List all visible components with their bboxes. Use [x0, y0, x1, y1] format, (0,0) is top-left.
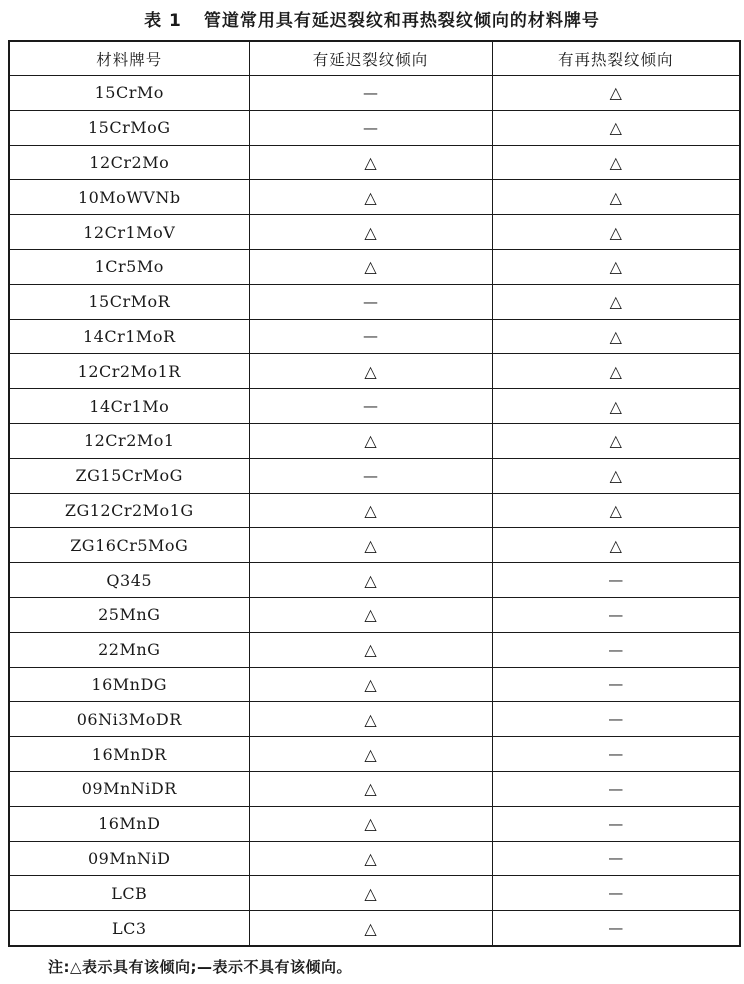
delayed-crack-cell: △ — [249, 771, 492, 806]
delayed-crack-cell: △ — [249, 145, 492, 180]
table-row — [9, 423, 740, 458]
reheat-crack-cell: △ — [492, 319, 740, 354]
material-cell: 1Cr5Mo — [9, 249, 249, 284]
delayed-crack-cell: — — [249, 110, 492, 145]
reheat-crack-cell: △ — [492, 354, 740, 389]
delayed-crack-cell: — — [249, 76, 492, 111]
table-row — [9, 911, 740, 946]
delayed-crack-cell: △ — [249, 737, 492, 772]
material-cell: 22MnG — [9, 632, 249, 667]
table-row — [9, 597, 740, 632]
table-body — [9, 76, 740, 946]
reheat-crack-cell: — — [492, 667, 740, 702]
reheat-crack-cell: — — [492, 702, 740, 737]
reheat-crack-cell: △ — [492, 423, 740, 458]
material-cell: 15CrMo — [9, 76, 249, 111]
table-row — [9, 702, 740, 737]
delayed-crack-cell: △ — [249, 423, 492, 458]
reheat-crack-cell: △ — [492, 249, 740, 284]
reheat-crack-cell: — — [492, 841, 740, 876]
material-cell: Q345 — [9, 563, 249, 598]
reheat-crack-cell: △ — [492, 389, 740, 424]
reheat-crack-cell: △ — [492, 180, 740, 215]
material-cell: 25MnG — [9, 597, 249, 632]
reheat-crack-cell: — — [492, 771, 740, 806]
table-row — [9, 563, 740, 598]
material-cell: 12Cr2Mo1R — [9, 354, 249, 389]
delayed-crack-cell: — — [249, 284, 492, 319]
delayed-crack-cell: △ — [249, 597, 492, 632]
material-cell: 09MnNiDR — [9, 771, 249, 806]
delayed-crack-cell: — — [249, 458, 492, 493]
reheat-crack-cell: △ — [492, 528, 740, 563]
reheat-crack-cell: △ — [492, 215, 740, 250]
material-cell: LC3 — [9, 911, 249, 946]
reheat-crack-cell: △ — [492, 76, 740, 111]
delayed-crack-cell: — — [249, 389, 492, 424]
material-cell: 12Cr2Mo — [9, 145, 249, 180]
table-row — [9, 493, 740, 528]
material-cell: 16MnDG — [9, 667, 249, 702]
delayed-crack-cell: △ — [249, 528, 492, 563]
delayed-crack-cell: △ — [249, 563, 492, 598]
table-row — [9, 145, 740, 180]
table-row — [9, 389, 740, 424]
delayed-crack-cell: △ — [249, 702, 492, 737]
table-title-text: 管道常用具有延迟裂纹和再热裂纹倾向的材料牌号 — [203, 11, 600, 31]
table-row — [9, 76, 740, 111]
table-row — [9, 284, 740, 319]
material-cell: 16MnD — [9, 806, 249, 841]
material-cell: 12Cr2Mo1 — [9, 423, 249, 458]
table-row — [9, 110, 740, 145]
reheat-crack-cell: — — [492, 632, 740, 667]
materials-table — [8, 40, 741, 947]
table-row — [9, 806, 740, 841]
reheat-crack-cell: △ — [492, 145, 740, 180]
material-cell: 10MoWVNb — [9, 180, 249, 215]
material-cell: LCB — [9, 876, 249, 911]
table-row — [9, 249, 740, 284]
table-row — [9, 528, 740, 563]
delayed-crack-cell: △ — [249, 667, 492, 702]
delayed-crack-cell: △ — [249, 215, 492, 250]
table-row — [9, 354, 740, 389]
delayed-crack-cell: △ — [249, 493, 492, 528]
material-cell: 06Ni3MoDR — [9, 702, 249, 737]
delayed-crack-cell: △ — [249, 876, 492, 911]
delayed-crack-cell: △ — [249, 249, 492, 284]
table-row — [9, 667, 740, 702]
table-header-row — [9, 41, 740, 76]
reheat-crack-cell: — — [492, 911, 740, 946]
reheat-crack-cell: △ — [492, 458, 740, 493]
table-row — [9, 876, 740, 911]
table-title — [0, 6, 744, 31]
reheat-crack-cell: △ — [492, 284, 740, 319]
material-cell: ZG16Cr5MoG — [9, 528, 249, 563]
material-cell: 15CrMoG — [9, 110, 249, 145]
table-row — [9, 737, 740, 772]
table-row — [9, 215, 740, 250]
table-row — [9, 319, 740, 354]
delayed-crack-cell: △ — [249, 180, 492, 215]
reheat-crack-cell: — — [492, 806, 740, 841]
reheat-crack-cell: △ — [492, 493, 740, 528]
material-cell: 16MnDR — [9, 737, 249, 772]
header-reheat-crack: 有再热裂纹倾向 — [492, 41, 740, 76]
material-cell: 14Cr1MoR — [9, 319, 249, 354]
delayed-crack-cell: △ — [249, 806, 492, 841]
material-cell: ZG12Cr2Mo1G — [9, 493, 249, 528]
delayed-crack-cell: △ — [249, 911, 492, 946]
header-material: 材料牌号 — [9, 41, 249, 76]
delayed-crack-cell: △ — [249, 354, 492, 389]
material-cell: ZG15CrMoG — [9, 458, 249, 493]
material-cell: 15CrMoR — [9, 284, 249, 319]
reheat-crack-cell: — — [492, 737, 740, 772]
delayed-crack-cell: △ — [249, 632, 492, 667]
table-row — [9, 180, 740, 215]
table-row — [9, 632, 740, 667]
reheat-crack-cell: △ — [492, 110, 740, 145]
material-cell: 09MnNiD — [9, 841, 249, 876]
reheat-crack-cell: — — [492, 563, 740, 598]
header-delayed-crack: 有延迟裂纹倾向 — [249, 41, 492, 76]
delayed-crack-cell: — — [249, 319, 492, 354]
table-number: 表 1 — [144, 11, 182, 31]
reheat-crack-cell: — — [492, 597, 740, 632]
reheat-crack-cell: — — [492, 876, 740, 911]
table-note: 注:△表示具有该倾向;—表示不具有该倾向。 — [48, 958, 353, 976]
table-row — [9, 771, 740, 806]
delayed-crack-cell: △ — [249, 841, 492, 876]
material-cell: 12Cr1MoV — [9, 215, 249, 250]
material-cell: 14Cr1Mo — [9, 389, 249, 424]
table-row — [9, 841, 740, 876]
table-row — [9, 458, 740, 493]
